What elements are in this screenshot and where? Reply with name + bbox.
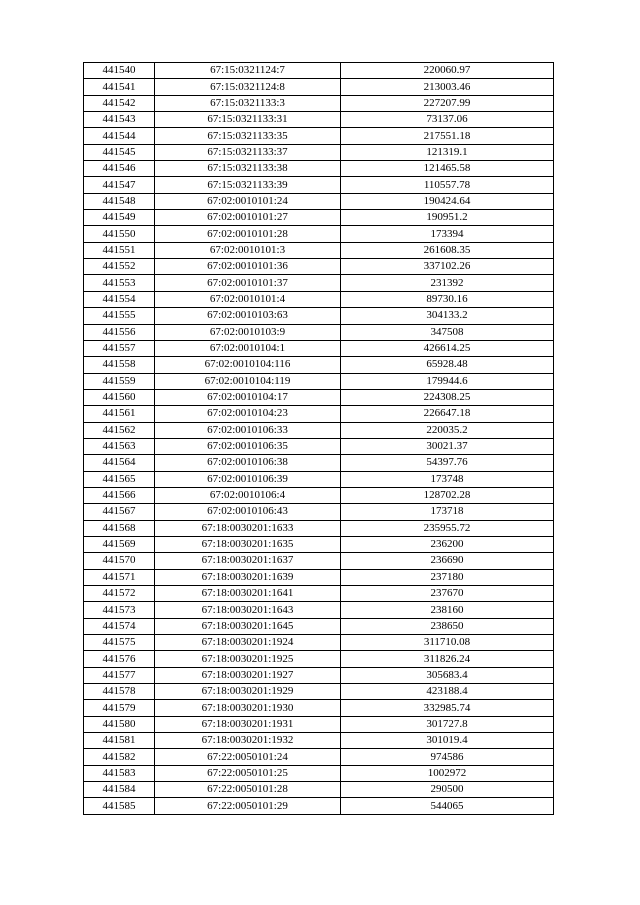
cadastral-code-cell: 67:02:0010106:35 (155, 438, 341, 454)
amount-cell: 121319.1 (341, 144, 554, 160)
cadastral-code-cell: 67:18:0030201:1641 (155, 586, 341, 602)
table-row (84, 95, 554, 111)
cadastral-code-cell: 67:15:0321133:35 (155, 128, 341, 144)
amount-cell: 544065 (341, 798, 554, 814)
cadastral-code-cell: 67:02:0010104:119 (155, 373, 341, 389)
amount-cell: 226647.18 (341, 406, 554, 422)
amount-cell: 65928.48 (341, 357, 554, 373)
amount-cell: 213003.46 (341, 79, 554, 95)
table-row (84, 422, 554, 438)
row-id-cell: 441542 (84, 95, 155, 111)
amount-cell: 110557.78 (341, 177, 554, 193)
row-id-cell: 441570 (84, 553, 155, 569)
amount-cell: 220060.97 (341, 63, 554, 79)
amount-cell: 173394 (341, 226, 554, 242)
amount-cell: 179944.6 (341, 373, 554, 389)
amount-cell: 121465.58 (341, 161, 554, 177)
amount-cell: 54397.76 (341, 455, 554, 471)
row-id-cell: 441552 (84, 259, 155, 275)
row-id-cell: 441579 (84, 700, 155, 716)
amount-cell: 311710.08 (341, 635, 554, 651)
amount-cell: 261608.35 (341, 242, 554, 258)
cadastral-code-cell: 67:18:0030201:1931 (155, 716, 341, 732)
cadastral-code-cell: 67:02:0010101:4 (155, 291, 341, 307)
table-row (84, 487, 554, 503)
cadastral-code-cell: 67:02:0010106:38 (155, 455, 341, 471)
cadastral-code-cell: 67:15:0321133:31 (155, 112, 341, 128)
cadastral-code-cell: 67:02:0010103:63 (155, 308, 341, 324)
cadastral-code-cell: 67:18:0030201:1645 (155, 618, 341, 634)
row-id-cell: 441578 (84, 684, 155, 700)
cadastral-code-cell: 67:22:0050101:29 (155, 798, 341, 814)
cadastral-code-cell: 67:18:0030201:1635 (155, 536, 341, 552)
amount-cell: 128702.28 (341, 487, 554, 503)
row-id-cell: 441548 (84, 193, 155, 209)
table-row (84, 340, 554, 356)
cadastral-code-cell: 67:02:0010106:43 (155, 504, 341, 520)
cadastral-code-cell: 67:18:0030201:1927 (155, 667, 341, 683)
cadastral-code-cell: 67:02:0010101:3 (155, 242, 341, 258)
row-id-cell: 441567 (84, 504, 155, 520)
table-row (84, 716, 554, 732)
cadastral-code-cell: 67:18:0030201:1925 (155, 651, 341, 667)
row-id-cell: 441543 (84, 112, 155, 128)
row-id-cell: 441563 (84, 438, 155, 454)
table-row (84, 275, 554, 291)
row-id-cell: 441549 (84, 210, 155, 226)
row-id-cell: 441540 (84, 63, 155, 79)
table-row (84, 651, 554, 667)
amount-cell: 173748 (341, 471, 554, 487)
amount-cell: 224308.25 (341, 389, 554, 405)
row-id-cell: 441566 (84, 487, 155, 503)
amount-cell: 347508 (341, 324, 554, 340)
amount-cell: 304133.2 (341, 308, 554, 324)
table-row (84, 471, 554, 487)
cadastral-code-cell: 67:02:0010101:28 (155, 226, 341, 242)
row-id-cell: 441555 (84, 308, 155, 324)
table-row (84, 684, 554, 700)
table-row (84, 161, 554, 177)
table-row (84, 438, 554, 454)
amount-cell: 237180 (341, 569, 554, 585)
table-row (84, 406, 554, 422)
table-row (84, 798, 554, 814)
amount-cell: 173718 (341, 504, 554, 520)
cadastral-code-cell: 67:22:0050101:25 (155, 765, 341, 781)
table-row (84, 291, 554, 307)
row-id-cell: 441568 (84, 520, 155, 536)
amount-cell: 235955.72 (341, 520, 554, 536)
amount-cell: 238650 (341, 618, 554, 634)
amount-cell: 190951.2 (341, 210, 554, 226)
amount-cell: 1002972 (341, 765, 554, 781)
data-table (83, 62, 554, 815)
cadastral-code-cell: 67:18:0030201:1643 (155, 602, 341, 618)
cadastral-code-cell: 67:18:0030201:1930 (155, 700, 341, 716)
cadastral-code-cell: 67:15:0321124:7 (155, 63, 341, 79)
cadastral-code-cell: 67:18:0030201:1633 (155, 520, 341, 536)
row-id-cell: 441577 (84, 667, 155, 683)
amount-cell: 290500 (341, 782, 554, 798)
row-id-cell: 441572 (84, 586, 155, 602)
cadastral-code-cell: 67:02:0010101:37 (155, 275, 341, 291)
amount-cell: 227207.99 (341, 95, 554, 111)
cadastral-code-cell: 67:02:0010106:4 (155, 487, 341, 503)
row-id-cell: 441580 (84, 716, 155, 732)
amount-cell: 237670 (341, 586, 554, 602)
amount-cell: 89730.16 (341, 291, 554, 307)
amount-cell: 236690 (341, 553, 554, 569)
amount-cell: 332985.74 (341, 700, 554, 716)
row-id-cell: 441561 (84, 406, 155, 422)
row-id-cell: 441553 (84, 275, 155, 291)
table-row (84, 210, 554, 226)
amount-cell: 30021.37 (341, 438, 554, 454)
table-row (84, 177, 554, 193)
amount-cell: 426614.25 (341, 340, 554, 356)
amount-cell: 236200 (341, 536, 554, 552)
cadastral-code-cell: 67:18:0030201:1932 (155, 733, 341, 749)
amount-cell: 231392 (341, 275, 554, 291)
table-row (84, 455, 554, 471)
amount-cell: 337102.26 (341, 259, 554, 275)
row-id-cell: 441547 (84, 177, 155, 193)
amount-cell: 238160 (341, 602, 554, 618)
cadastral-code-cell: 67:02:0010104:23 (155, 406, 341, 422)
row-id-cell: 441583 (84, 765, 155, 781)
row-id-cell: 441582 (84, 749, 155, 765)
cadastral-code-cell: 67:02:0010106:33 (155, 422, 341, 438)
table-row (84, 112, 554, 128)
amount-cell: 73137.06 (341, 112, 554, 128)
cadastral-code-cell: 67:22:0050101:24 (155, 749, 341, 765)
row-id-cell: 441585 (84, 798, 155, 814)
table-row (84, 602, 554, 618)
cadastral-code-cell: 67:02:0010101:36 (155, 259, 341, 275)
amount-cell: 974586 (341, 749, 554, 765)
cadastral-code-cell: 67:02:0010104:17 (155, 389, 341, 405)
table-row (84, 504, 554, 520)
amount-cell: 423188.4 (341, 684, 554, 700)
row-id-cell: 441574 (84, 618, 155, 634)
row-id-cell: 441569 (84, 536, 155, 552)
cadastral-code-cell: 67:15:0321133:39 (155, 177, 341, 193)
cadastral-code-cell: 67:15:0321124:8 (155, 79, 341, 95)
table-row (84, 765, 554, 781)
row-id-cell: 441546 (84, 161, 155, 177)
table-row (84, 357, 554, 373)
table-row (84, 618, 554, 634)
row-id-cell: 441545 (84, 144, 155, 160)
row-id-cell: 441560 (84, 389, 155, 405)
row-id-cell: 441575 (84, 635, 155, 651)
cadastral-code-cell: 67:02:0010101:24 (155, 193, 341, 209)
table-row (84, 635, 554, 651)
row-id-cell: 441559 (84, 373, 155, 389)
cadastral-code-cell: 67:02:0010106:39 (155, 471, 341, 487)
cadastral-code-cell: 67:02:0010103:9 (155, 324, 341, 340)
table-row (84, 324, 554, 340)
table-row (84, 733, 554, 749)
cadastral-code-cell: 67:18:0030201:1637 (155, 553, 341, 569)
row-id-cell: 441565 (84, 471, 155, 487)
table-row (84, 569, 554, 585)
table-row (84, 193, 554, 209)
row-id-cell: 441554 (84, 291, 155, 307)
cadastral-code-cell: 67:18:0030201:1924 (155, 635, 341, 651)
amount-cell: 220035.2 (341, 422, 554, 438)
row-id-cell: 441573 (84, 602, 155, 618)
row-id-cell: 441571 (84, 569, 155, 585)
cadastral-code-cell: 67:18:0030201:1929 (155, 684, 341, 700)
table-row (84, 259, 554, 275)
cadastral-code-cell: 67:02:0010101:27 (155, 210, 341, 226)
cadastral-code-cell: 67:02:0010104:116 (155, 357, 341, 373)
table-row (84, 553, 554, 569)
row-id-cell: 441551 (84, 242, 155, 258)
row-id-cell: 441550 (84, 226, 155, 242)
table-row (84, 700, 554, 716)
table-row (84, 536, 554, 552)
table-row (84, 667, 554, 683)
table-row (84, 782, 554, 798)
row-id-cell: 441562 (84, 422, 155, 438)
row-id-cell: 441584 (84, 782, 155, 798)
table-row (84, 520, 554, 536)
table-row (84, 586, 554, 602)
table-row (84, 242, 554, 258)
table-row (84, 749, 554, 765)
row-id-cell: 441544 (84, 128, 155, 144)
cadastral-code-cell: 67:15:0321133:38 (155, 161, 341, 177)
cadastral-code-cell: 67:18:0030201:1639 (155, 569, 341, 585)
table-row (84, 308, 554, 324)
row-id-cell: 441581 (84, 733, 155, 749)
cadastral-code-cell: 67:15:0321133:3 (155, 95, 341, 111)
row-id-cell: 441541 (84, 79, 155, 95)
table-row (84, 128, 554, 144)
amount-cell: 301727.8 (341, 716, 554, 732)
row-id-cell: 441558 (84, 357, 155, 373)
amount-cell: 190424.64 (341, 193, 554, 209)
cadastral-code-cell: 67:15:0321133:37 (155, 144, 341, 160)
row-id-cell: 441557 (84, 340, 155, 356)
table-body (84, 63, 554, 815)
table-row (84, 63, 554, 79)
cadastral-code-cell: 67:22:0050101:28 (155, 782, 341, 798)
table-row (84, 79, 554, 95)
row-id-cell: 441564 (84, 455, 155, 471)
table-row (84, 389, 554, 405)
table-row (84, 373, 554, 389)
amount-cell: 217551.18 (341, 128, 554, 144)
amount-cell: 311826.24 (341, 651, 554, 667)
row-id-cell: 441556 (84, 324, 155, 340)
row-id-cell: 441576 (84, 651, 155, 667)
table-row (84, 226, 554, 242)
cadastral-code-cell: 67:02:0010104:1 (155, 340, 341, 356)
amount-cell: 301019.4 (341, 733, 554, 749)
amount-cell: 305683.4 (341, 667, 554, 683)
table-row (84, 144, 554, 160)
